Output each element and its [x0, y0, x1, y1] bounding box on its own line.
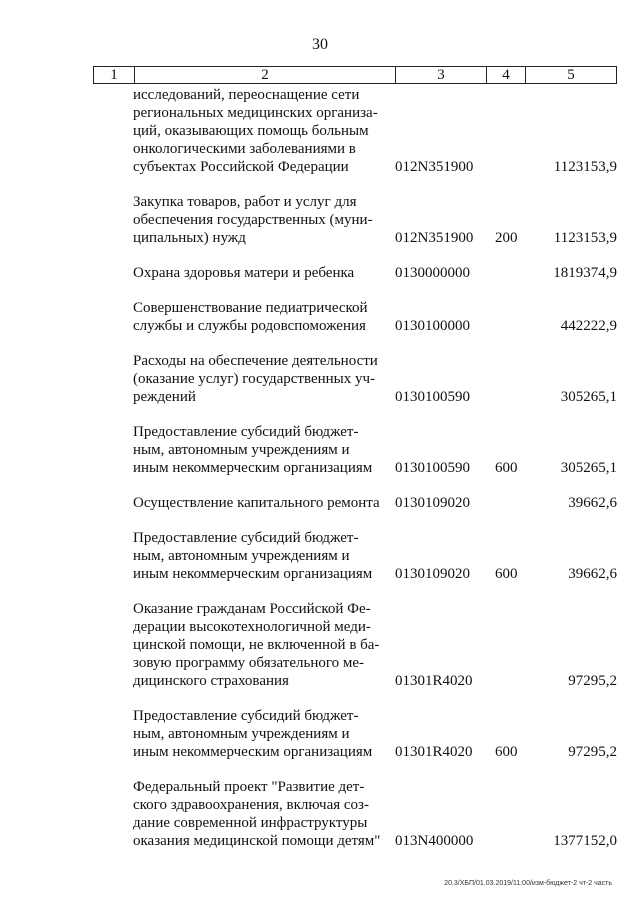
- row-amount: 1819374,9: [553, 265, 617, 281]
- row-code: 0130100590: [395, 389, 470, 405]
- table-row: [133, 600, 617, 690]
- row-code: 01301R4020: [395, 744, 473, 760]
- row-code: 0130100590: [395, 460, 470, 476]
- row-code: 012N351900: [395, 159, 474, 175]
- row-type: 600: [495, 460, 518, 476]
- table-row: [133, 778, 617, 850]
- row-code: 0130000000: [395, 265, 470, 281]
- header-col-2: 2: [135, 67, 396, 83]
- table-row: [133, 494, 617, 512]
- table-row: [133, 193, 617, 247]
- table-row: [133, 707, 617, 761]
- row-amount: 39662,6: [568, 495, 617, 511]
- header-col-4: 4: [487, 67, 526, 83]
- row-amount: 1123153,9: [553, 159, 617, 175]
- header-col-5: 5: [567, 67, 575, 83]
- row-amount: 97295,2: [568, 744, 617, 760]
- table-header: [93, 66, 617, 84]
- row-description: Совершенствование педиатрической службы и службы родовспоможения: [133, 300, 368, 334]
- row-type: 600: [495, 744, 518, 760]
- row-description: Предоставление субсидий бюджет- ным, автономным учреждениям и иным некоммерческим организациям: [133, 708, 373, 760]
- row-code: 0130109020: [395, 566, 470, 582]
- row-description: Расходы на обеспечение деятельности (оказание услуг) государственных уч- реждений: [133, 353, 378, 405]
- row-description: исследований, переоснащение сети региональных медицинских организа- ций, оказывающих помощь больным онкологическими заболеваниями в субъектах Российской Федерации: [133, 87, 378, 175]
- table-row: [133, 86, 617, 176]
- row-amount: 305265,1: [560, 389, 617, 405]
- row-code: 012N351900: [395, 230, 474, 246]
- row-amount: 39662,6: [568, 566, 617, 582]
- row-description: Охрана здоровья матери и ребенка: [133, 265, 355, 281]
- page-number: 30: [312, 36, 328, 53]
- header-col-1: 1: [94, 67, 135, 83]
- row-description: Федеральный проект "Развитие дет- ского здравоохранения, включая соз- дание современной инфраструктуры оказания медицинской помощи детям": [133, 779, 381, 849]
- row-code: 0130109020: [395, 495, 470, 511]
- table-row: [133, 264, 617, 282]
- row-amount: 97295,2: [568, 673, 617, 689]
- table-body: [133, 86, 617, 867]
- row-description: Оказание гражданам Российской Фе- дерации высокотехнологичной меди- цинской помощи, не включенной в ба- зовую программу обязательного ме- дицинского страхования: [133, 601, 380, 689]
- table-row: [133, 529, 617, 583]
- row-amount: 1377152,0: [553, 833, 617, 849]
- table-row: [133, 423, 617, 477]
- row-code: 0130100000: [395, 318, 470, 334]
- row-description: Закупка товаров, работ и услуг для обеспечения государственных (муни- ципальных) нужд: [133, 194, 373, 246]
- row-amount: 1123153,9: [553, 230, 617, 246]
- footer-note: 20.3/ХБП/01.03.2019/11:00/изм-бюджет-2 чт-2 часть: [444, 880, 612, 887]
- table-row: [133, 352, 617, 406]
- row-description: Предоставление субсидий бюджет- ным, автономным учреждениям и иным некоммерческим организациям: [133, 424, 373, 476]
- row-amount: 305265,1: [560, 460, 617, 476]
- row-type: 200: [495, 230, 518, 246]
- row-code: 013N400000: [395, 833, 474, 849]
- row-amount: 442222,9: [560, 318, 617, 334]
- row-description: Предоставление субсидий бюджет- ным, автономным учреждениям и иным некоммерческим организациям: [133, 530, 373, 582]
- row-description: Осуществление капитального ремонта: [133, 495, 380, 511]
- header-col-3: 3: [396, 67, 487, 83]
- row-code: 01301R4020: [395, 673, 473, 689]
- row-type: 600: [495, 566, 518, 582]
- table-row: [133, 299, 617, 335]
